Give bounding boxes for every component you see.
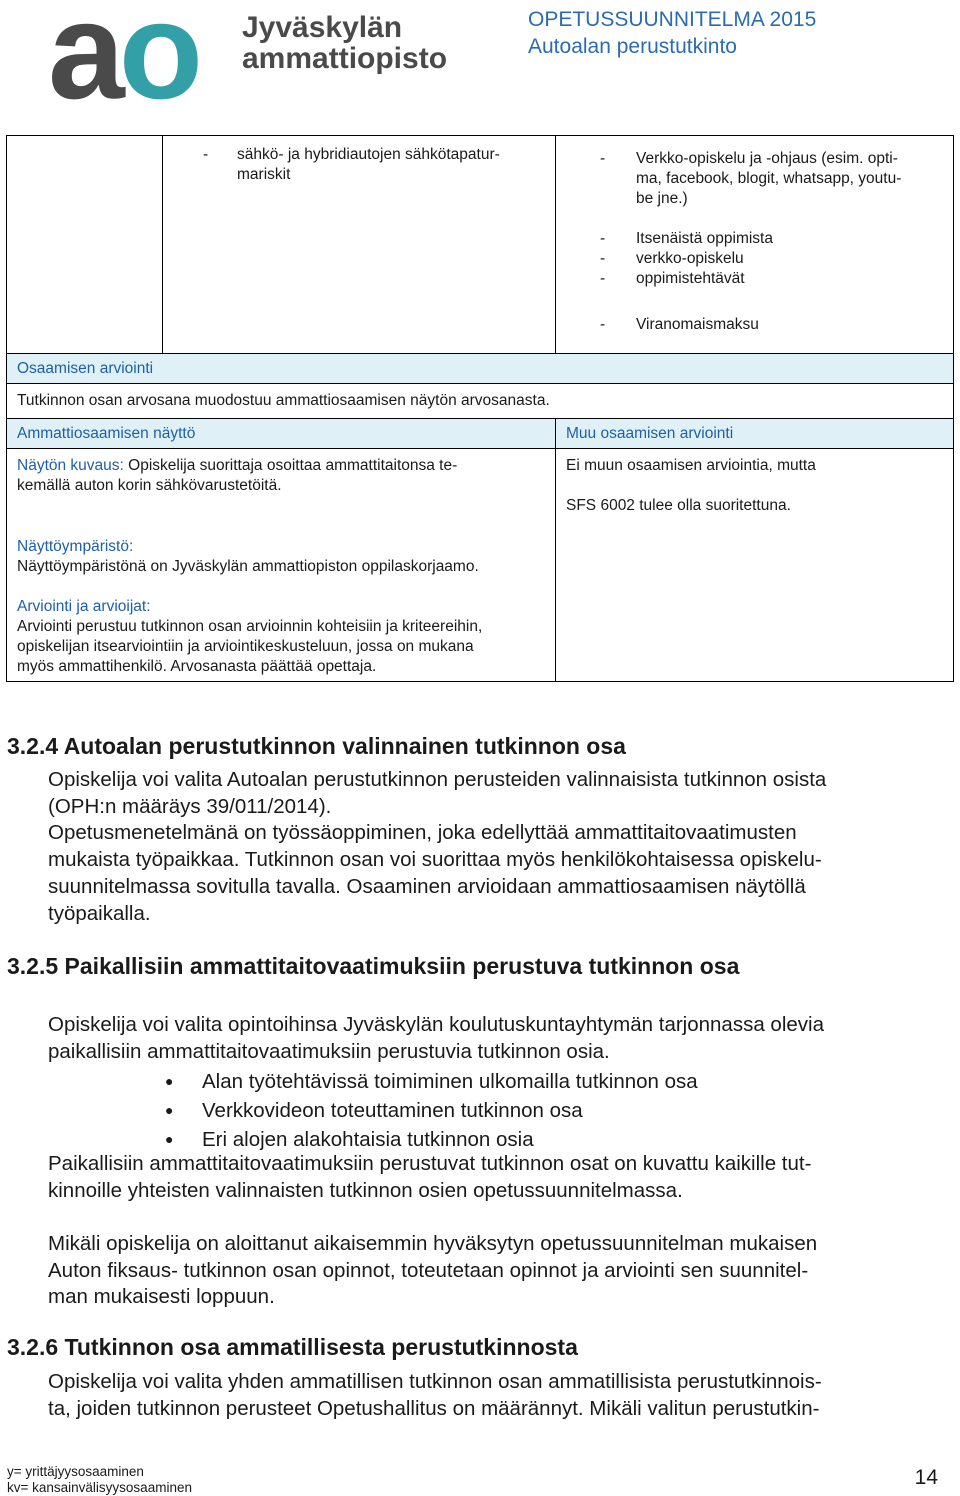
demo-description: Näytön kuvaus: Opiskelija suorittaja osoittaa ammattitaitonsa te- kemällä auton korin sähkövarustetöitä. — [17, 457, 458, 494]
logo-mark: ao — [48, 0, 198, 128]
table-row-divider-3 — [6, 418, 954, 419]
evaluation-block: Arviointi ja arvioijat: Arviointi perustuu tutkinnon osan arvioinnin kohteisiin ja kriteereihin, opiskelijan itsearviointiin ja arviointikeskusteluun, jossa on mukana myös ammattihenkilö. Arvosanasta päättää opettaja. — [17, 597, 547, 677]
demo-heading: Ammattiosaamisen näyttö — [17, 425, 196, 442]
document-header — [528, 6, 816, 60]
table-border-right — [953, 135, 954, 682]
footer-notes: y= yrittäjyysosaaminen kv= kansainvälisyysosaaminen — [7, 1464, 192, 1495]
right-list-item: - Itsenäistä oppimista — [600, 230, 773, 247]
logo-line2: ammattiopisto — [242, 42, 448, 75]
section-3-2-5-intro: Opiskelija voi valita opintoihinsa Jyväskylän koulutuskuntayhtymän tarjonnassa olevia paikallisiin ammattitaitovaatimuksiin perustuvia tutkinnon osia. — [48, 1013, 824, 1063]
section-3-2-5-p2: Paikallisiin ammattitaitovaatimuksiin perustuvat tutkinnon osat on kuvattu kaikille tut- kinnoille yhteisten valinnaisten tutkinnon osien opetussuunnitelmassa. — [48, 1152, 812, 1202]
section-3-2-5-p3: Mikäli opiskelija on aloittanut aikaisemmin hyväksytyn opetussuunnitelman mukaisen Auton fiksaus- tutkinnon osan opinnot, toteutetaan opinnot ja arviointi sen suunnitel- man mukaisesti loppuun. — [48, 1232, 818, 1309]
list-item: ● Verkkovideon toteuttaminen tutkinnon osa — [165, 1096, 698, 1125]
bullet-icon: ● — [165, 1102, 174, 1118]
right-list-item: - Verkko-opiskelu ja -ohjaus (esim. opti- ma, facebook, blogit, whatsapp, youtu- be jne.) — [600, 150, 902, 207]
section-3-2-4-title: 3.2.4 Autoalan perustutkinnon valinnainen tutkinnon osa — [7, 733, 626, 759]
demo-desc-label: Näytön kuvaus: — [17, 457, 124, 474]
other-heading: Muu osaamisen arviointi — [566, 425, 734, 442]
right-list-item: - verkko-opiskelu — [600, 250, 744, 267]
table-row-divider-4 — [6, 448, 954, 449]
table-border-top — [6, 135, 954, 136]
right-list — [600, 149, 940, 335]
table-row-divider-2 — [6, 383, 954, 384]
bullet-icon: ● — [165, 1073, 174, 1089]
section-3-2-6-title: 3.2.6 Tutkinnon osa ammatillisesta perustutkinnosta — [7, 1334, 578, 1360]
section-3-2-4-body: Opiskelija voi valita Autoalan perustutkinnon perusteiden valinnaisista tutkinnon osista (OPH:n määräys 39/011/2014). Opetusmenetelmänä on työssäoppiminen, joka edellyttää ammattitaitovaatimusten mukaista työpaikkaa. Tutkinnon osan voi suorittaa myös henkilökohtaisessa opiskelu- suunnitelmassa sovitulla tavalla. Osaaminen arvioidaan ammattiosaamisen näytöllä työpaikalla. — [48, 768, 827, 925]
left-list-item: - sähkö- ja hybridiautojen sähkötapatur- mariskit — [203, 146, 500, 183]
other-assessment-text: Ei muun osaamisen arviointia, mutta SFS 6002 tulee olla suoritettuna. — [566, 457, 816, 514]
table-col-divider-1 — [162, 135, 163, 353]
table-row-divider-1 — [6, 353, 954, 354]
eval-label: Arviointi ja arvioijat: — [17, 598, 151, 615]
demo-environment: Näyttöympäristö: Näyttöympäristönä on Jyväskylän ammattiopiston oppilaskorjaamo. — [17, 537, 547, 577]
table-col-divider-2 — [555, 135, 556, 353]
table-col-divider-3 — [555, 418, 556, 682]
table-border-bottom — [6, 681, 954, 682]
right-list-item: - oppimistehtävät — [600, 270, 745, 287]
right-list-item: - Viranomaismaksu — [600, 316, 759, 333]
bullet-list — [165, 1067, 698, 1154]
section-3-2-6-body: Opiskelija voi valita yhden ammatillisen tutkinnon osan ammatillisista perustutkinnois- ta, joiden tutkinnon perusteet Opetushallitus on määrännyt. Mikäli valitun perustutkin- — [48, 1370, 822, 1420]
logo-line1: Jyväskylän — [242, 11, 403, 44]
page-number: 14 — [914, 1466, 938, 1489]
document-subtitle: Autoalan perustutkinto — [528, 35, 737, 58]
document-title: OPETUSSUUNNITELMA 2015 — [528, 8, 817, 31]
section-3-2-5-title: 3.2.5 Paikallisiin ammattitaitovaatimuksiin perustuva tutkinnon osa — [7, 953, 740, 979]
assessment-heading: Osaamisen arviointi — [17, 360, 154, 377]
table-border-left — [6, 135, 7, 682]
bullet-icon: ● — [165, 1131, 174, 1147]
list-item: ● Alan työtehtävissä toimiminen ulkomailla tutkinnon osa — [165, 1067, 698, 1096]
logo-text — [242, 12, 447, 74]
env-label: Näyttöympäristö: — [17, 538, 134, 555]
assessment-text: Tutkinnon osan arvosana muodostuu ammattiosaamisen näytön arvosanasta. — [17, 392, 550, 409]
list-item: ● Eri alojen alakohtaisia tutkinnon osia — [165, 1125, 698, 1154]
